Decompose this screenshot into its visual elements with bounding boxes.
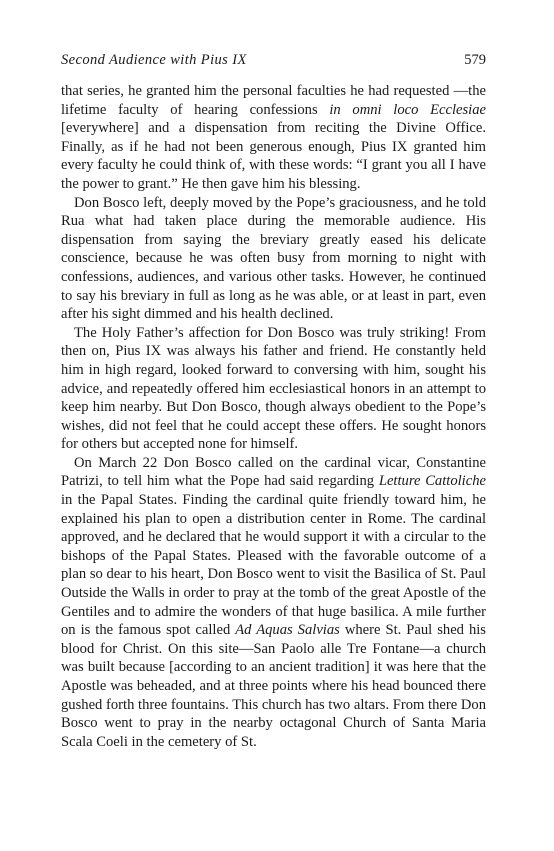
body-text [61, 82, 486, 751]
text-run: that series, he granted him the personal faculties he had requested —the lifetime faculty of hearing confessions [61, 83, 486, 118]
running-title: Second Audience with Pius IX [61, 52, 247, 68]
italic-phrase: Letture Cattoliche [378, 473, 486, 490]
paragraph [61, 82, 486, 194]
text-run: Don Bosco left, deeply moved by the Pope’s graciousness, and he told Rua what had taken place during the memorable audience. His dispensation from saying the breviary greatly eased his delicate conscience, because he was often busy from morning to night with confessions, audiences, and various other tasks. However, he continued to say his breviary in full as long as he was able, or at least in part, even after his sight dimmed and his health declined. [61, 194, 486, 323]
italic-phrase: Ad Aquas Salvias [235, 622, 340, 639]
text-run: in the Papal States. Finding the cardinal quite friendly toward him, he explained his plan to open a distribution center in Rome. The cardinal approved, and he declared that he would support it with a circular to the bishops of the Papal States. Pleased with the favorable outcome of a plan so dear to his heart, Don Bosco went to visit the Basilica of St. Paul Outside the Walls in order to pray at the tomb of the great Apostle of the Gentiles and to admire the wonders of that huge basilica. A mile further on is the famous spot called [61, 492, 486, 639]
page-number: 579 [464, 52, 486, 68]
running-head [61, 52, 486, 76]
text-run: The Holy Father’s affection for Don Bosco was truly striking! From then on, Pius IX was always his father and friend. He constantly held him in high regard, looked forward to conversing with him, sought his advice, and repeatedly offered him ecclesiastical honors in an attempt to keep him nearby. But Don Bosco, though always obedient to the Pope’s wishes, did not feel that he could accept these offers. He sought honors for others but accepted none for himself. [61, 324, 486, 453]
text-run: On March 22 Don Bosco called on the cardinal vicar, Constantine Patrizi, to tell him what the Pope had said regarding [61, 454, 486, 490]
book-page [61, 52, 486, 751]
text-run: where St. Paul shed his blood for Christ. On this site—San Paolo alle Tre Fontane—a church was built because [according to an ancient tradition] it was here that the Apostle was beheaded, and at three points where his head bounced there gushed forth three fountains. This church has two altars. From there Don Bosco went to pray in the nearby octagonal Church of Santa Maria Scala Coeli in the cemetery of St. [61, 622, 486, 750]
italic-phrase: in omni loco Ecclesiae [329, 101, 486, 118]
paragraph [61, 194, 486, 324]
paragraph [61, 324, 486, 454]
paragraph [61, 454, 486, 752]
text-run: [everywhere] and a dispensation from reciting the Divine Office. Finally, as if he had not been generous enough, Pius IX granted him every faculty he could think of, with these words: “I grant you all I have the power to grant.” He then gave him his blessing. [61, 120, 486, 192]
